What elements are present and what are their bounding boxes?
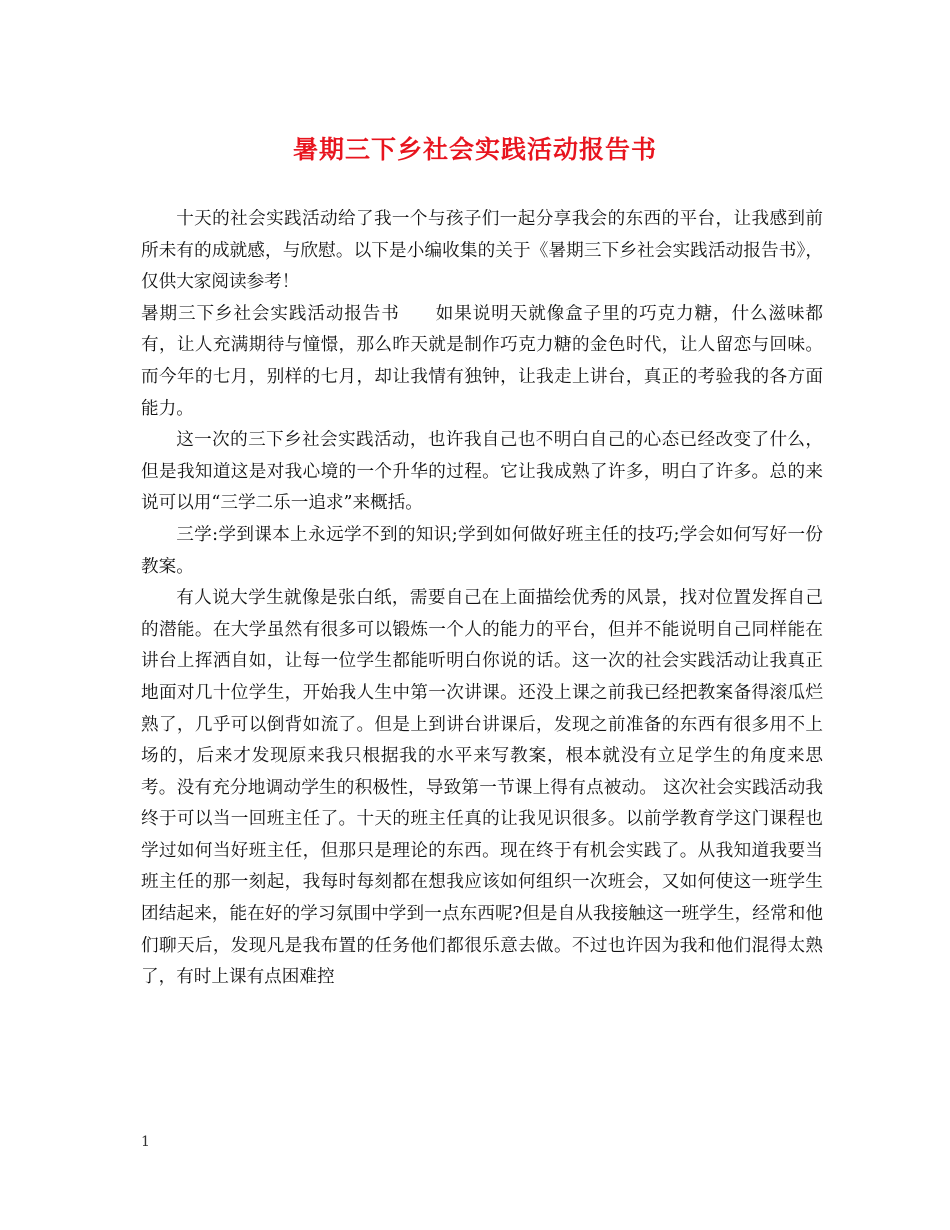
document-title: 暑期三下乡社会实践活动报告书 bbox=[292, 135, 657, 164]
paragraph-4: 有人说大学生就像是张白纸，需要自己在上面描绘优秀的风景，找对位置发挥自己的潜能。在大学虽然有很多可以锻炼一个人的能力的平台，但并不能说明自己同样能在讲台上挥洒自如，让每一位学生都能听明白你说的话。这一次的社会实践活动让我真正地面对几十位学生，开始我人生中第一次讲课。还没上课之前我已经把教案备得滚瓜烂熟了，几乎可以倒背如流了。但是上到讲台讲课后，发现之前准备的东西有很多用不上场的，后来才发现原来我只根据我的水平来写教案，根本就没有立足学生的角度来思考。没有充分地调动学生的积极性，导致第一节课上得有点被动。 这次社会实践活动我终于可以当一回班主任了。十天的班主任真的让我见识很多。以前学教育学这门课程也学过如何当好班主任，但那只是理论的东西。现在终于有机会实践了。从我知道我要当班主任的那一刻起，我每时每刻都在想我应该如何组织一次班会，又如何使这一班学生团结起来，能在好的学习氛围中学到一点东西呢?但是自从我接触这一班学生，经常和他们聊天后，发现凡是我布置的任务他们都很乐意去做。不过也许因为我和他们混得太熟了，有时上课有点困难控 bbox=[141, 588, 823, 988]
inline-heading: 暑期三下乡社会实践活动报告书 bbox=[141, 303, 400, 324]
paragraph-3: 三学:学到课本上永远学不到的知识;学到如何做好班主任的技巧;学会如何写好一份教案。 bbox=[141, 524, 823, 577]
intro-paragraph: 十天的社会实践活动给了我一个与孩子们一起分享我会的东西的平台，让我感到前所未有的成就感，与欣慰。以下是小编收集的关于《暑期三下乡社会实践活动报告书》，仅供大家阅读参考！ bbox=[141, 209, 823, 293]
page-number: 1 bbox=[141, 1134, 150, 1150]
paragraph-1: 如果说明天就像盒子里的巧克力糖，什么滋味都有，让人充满期待与憧憬，那么昨天就是制作巧克力糖的金色时代，让人留恋与回味。而今年的七月，别样的七月，却让我情有独钟，让我走上讲台，真正的考验我的各方面能力。 bbox=[141, 303, 823, 419]
heading-paragraph bbox=[141, 299, 823, 425]
paragraph-2: 这一次的三下乡社会实践活动，也许我自己也不明白自己的心态已经改变了什么，但是我知道这是对我心境的一个升华的过程。它让我成熟了许多，明白了许多。总的来说可以用“三学二乐一追求”来概括。 bbox=[141, 430, 823, 514]
document-body bbox=[141, 204, 823, 994]
